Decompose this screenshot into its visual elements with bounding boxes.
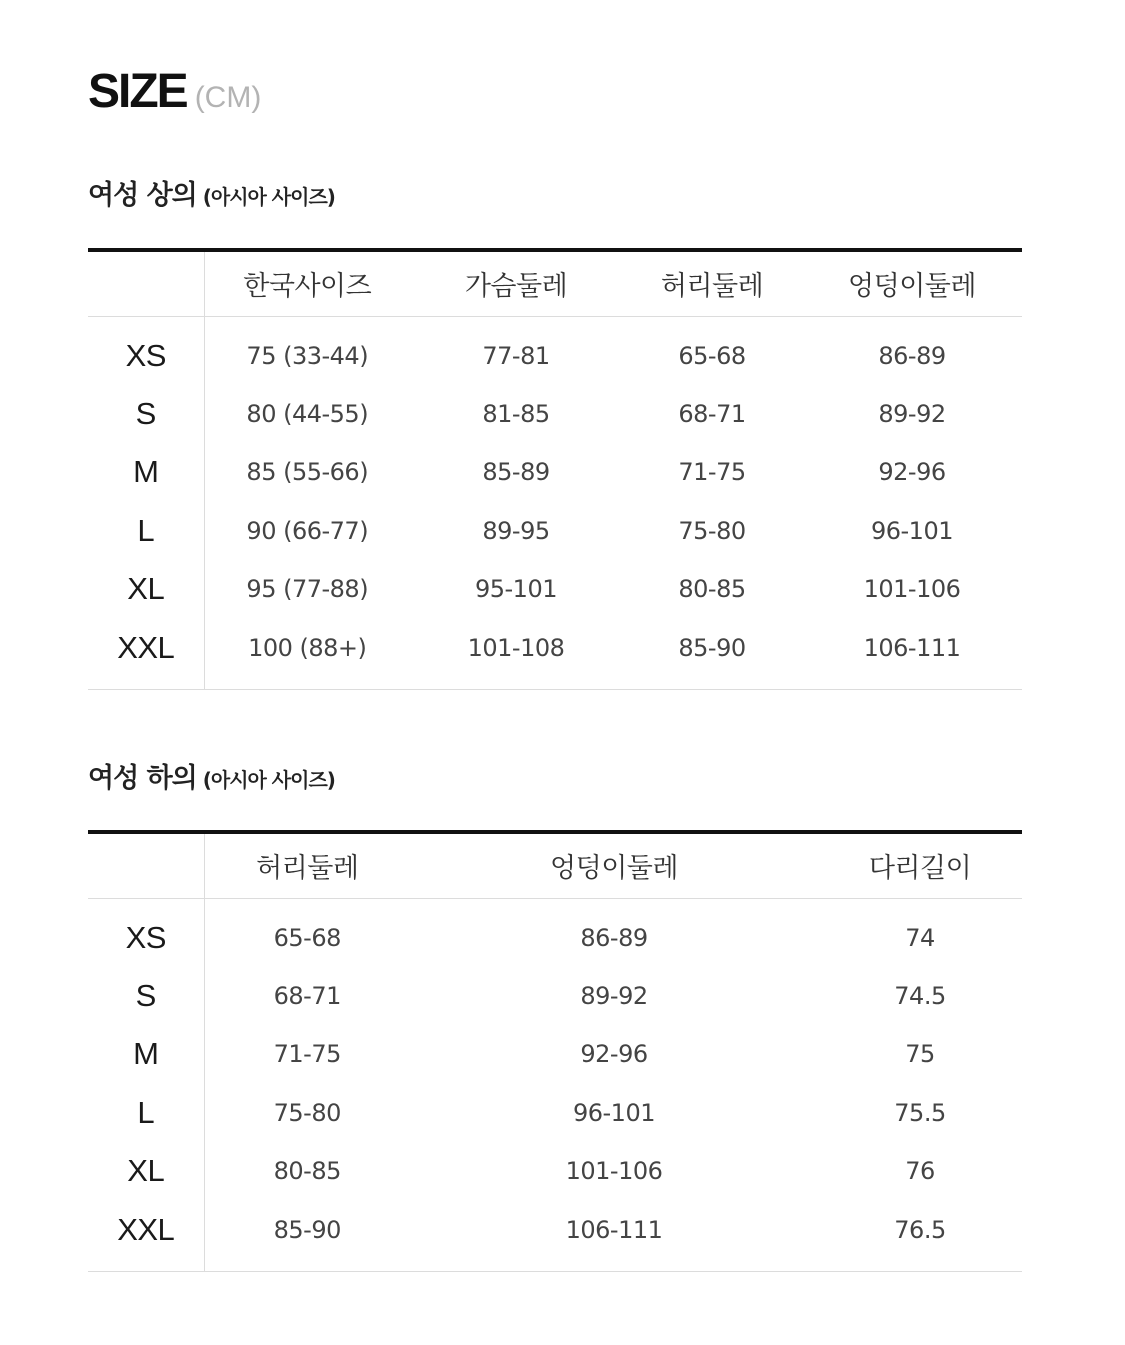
table-cell: 96-101 (572, 1098, 655, 1127)
top-section-title-text: 여성 상의 (88, 180, 197, 211)
table-row (88, 1201, 1022, 1272)
size-label: M (88, 443, 204, 502)
table-cell: 96-101 (870, 516, 953, 545)
table-cell: 76.5 (818, 1201, 1022, 1272)
size-label: XS (88, 316, 204, 385)
table-cell: 74.5 (894, 981, 946, 1010)
column-header: 가슴둘레 (410, 250, 622, 316)
size-label: XL (88, 560, 204, 619)
table-cell: 75 (33-44) (246, 341, 369, 370)
table-row (88, 1142, 1022, 1201)
table-cell: 80-85 (678, 575, 746, 604)
table-cell: 80-85 (273, 1157, 341, 1186)
table-header-row (88, 250, 1022, 316)
table-corner-cell (88, 832, 204, 898)
table-cell: 101-108 (410, 619, 622, 690)
table-cell: 74 (905, 923, 935, 952)
top-section-title (88, 178, 335, 215)
table-cell: 101-106 (565, 1157, 663, 1186)
table-cell: 95-101 (474, 575, 557, 604)
table-row (88, 967, 1022, 1026)
table-cell: 106-111 (410, 1201, 818, 1272)
table-cell: 89-92 (878, 399, 946, 428)
table-cell: 71-75 (273, 1040, 341, 1069)
page-title-text: SIZE (88, 65, 187, 118)
size-label: L (88, 1084, 204, 1143)
table-row (88, 385, 1022, 444)
top-section-subtitle: (아시아 사이즈) (202, 185, 335, 209)
column-header: 한국사이즈 (204, 250, 410, 316)
table-cell: 68-71 (273, 981, 341, 1010)
table-row (88, 443, 1022, 502)
table-cell: 75-80 (273, 1098, 341, 1127)
table-cell: 106-111 (802, 619, 1022, 690)
bottom-section-subtitle: (아시아 사이즈) (202, 768, 335, 792)
bottom-size-table (88, 830, 1022, 1272)
table-cell: 80 (44-55) (246, 399, 369, 428)
bottom-section-title (88, 761, 335, 798)
table-row (88, 1084, 1022, 1143)
size-label: L (88, 502, 204, 561)
table-cell: 68-71 (678, 399, 746, 428)
page-title-unit: (CM) (194, 81, 262, 114)
table-cell: 85-90 (622, 619, 802, 690)
table-row (88, 316, 1022, 385)
table-cell: 75.5 (894, 1098, 946, 1127)
size-label: XL (88, 1142, 204, 1201)
table-cell: 77-81 (482, 341, 550, 370)
bottom-section-title-text: 여성 하의 (88, 763, 197, 794)
table-cell: 75-80 (678, 516, 746, 545)
table-cell: 92-96 (878, 458, 946, 487)
table-cell: 76 (905, 1157, 935, 1186)
size-label: XS (88, 898, 204, 967)
column-header: 허리둘레 (622, 250, 802, 316)
column-header: 엉덩이둘레 (802, 250, 1022, 316)
table-cell: 92-96 (580, 1040, 648, 1069)
size-label: M (88, 1025, 204, 1084)
table-row (88, 560, 1022, 619)
table-row (88, 502, 1022, 561)
table-cell: 89-95 (482, 516, 550, 545)
table-header-row (88, 832, 1022, 898)
table-row (88, 1025, 1022, 1084)
table-cell: 85 (55-66) (246, 458, 369, 487)
table-cell: 101-106 (863, 575, 961, 604)
table-cell: 85-90 (204, 1201, 410, 1272)
table-cell: 86-89 (878, 341, 946, 370)
size-label: XXL (88, 1201, 204, 1272)
table-cell: 86-89 (580, 923, 648, 952)
table-cell: 81-85 (482, 399, 550, 428)
size-label: XXL (88, 619, 204, 690)
table-corner-cell (88, 250, 204, 316)
table-row (88, 898, 1022, 967)
page-title (88, 62, 261, 128)
table-cell: 100 (88+) (204, 619, 410, 690)
table-cell: 85-89 (482, 458, 550, 487)
table-cell: 71-75 (678, 458, 746, 487)
column-header: 다리길이 (818, 832, 1022, 898)
size-label: S (88, 967, 204, 1026)
table-cell: 89-92 (580, 981, 648, 1010)
table-cell: 65-68 (273, 923, 341, 952)
table-cell: 65-68 (678, 341, 746, 370)
table-row (88, 619, 1022, 690)
column-header: 엉덩이둘레 (410, 832, 818, 898)
top-size-table (88, 248, 1022, 690)
table-cell: 90 (66-77) (246, 516, 369, 545)
table-cell: 95 (77-88) (246, 575, 369, 604)
size-label: S (88, 385, 204, 444)
table-cell: 75 (905, 1040, 935, 1069)
column-header: 허리둘레 (204, 832, 410, 898)
